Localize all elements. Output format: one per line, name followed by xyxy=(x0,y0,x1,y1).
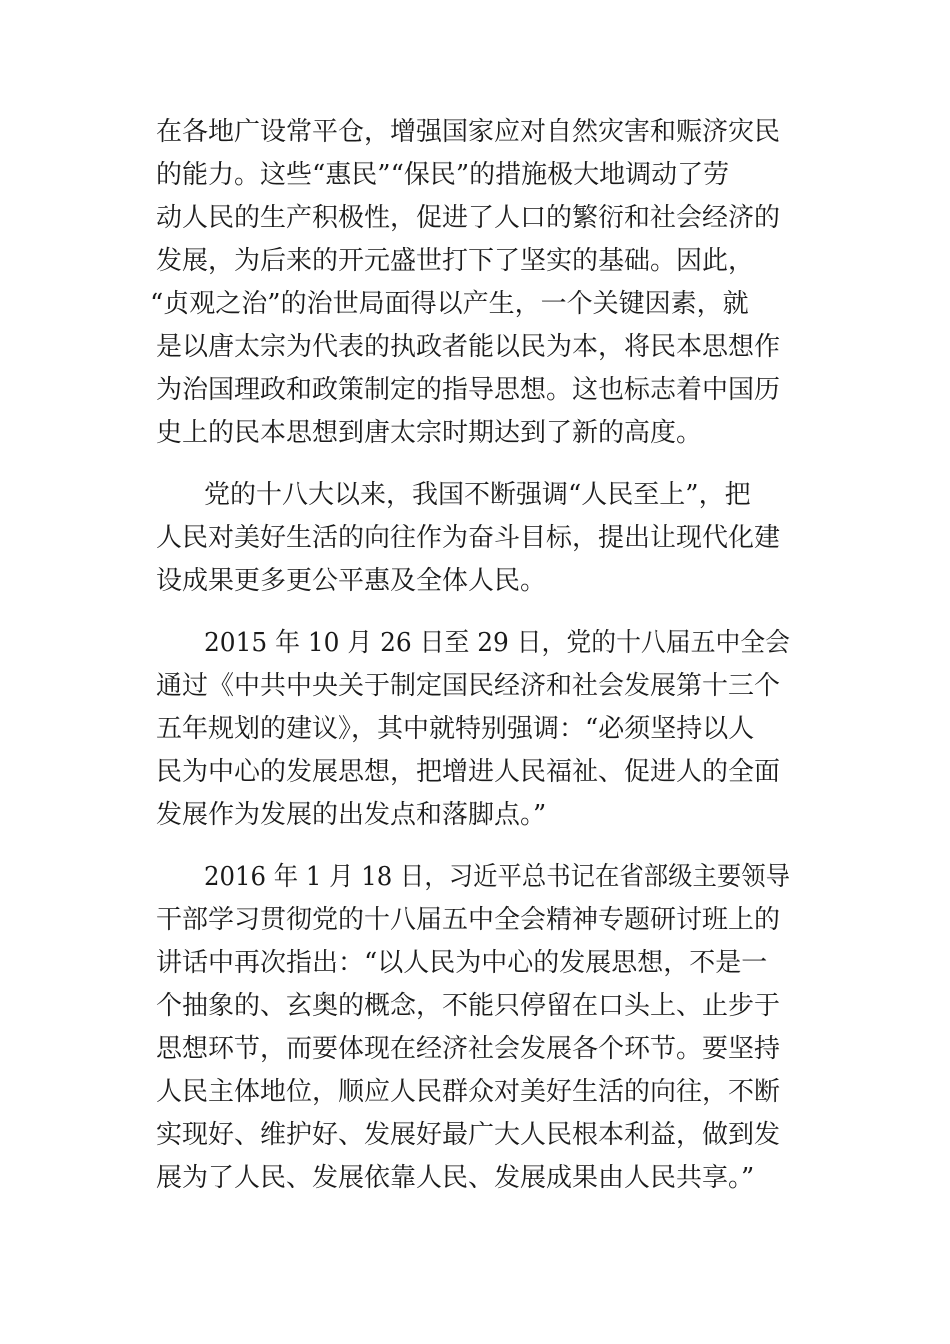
line-text: 人民对美好生活的向往作为奋斗目标，提出让现代化建 xyxy=(156,523,781,553)
line-text: 展为了人民、发展依靠人民、发展成果由人民共享。” xyxy=(156,1163,755,1193)
line-text: 思想环节，而要体现在经济社会发展各个环节。要坚持 xyxy=(156,1034,781,1064)
line-text: 的能力。这些“惠民”“保民”的措施极大地调动了劳 xyxy=(156,160,730,190)
line-text: 2016 年 1 月 18 日，习近平总书记在省部级主要领导 xyxy=(204,862,790,892)
line-text: 2015 年 10 月 26 日至 29 日，党的十八届五中全会 xyxy=(204,628,790,658)
line-text: “贞观之治”的治世局面得以产生，一个关键因素，就 xyxy=(150,289,749,319)
line-text: 人民主体地位，顺应人民群众对美好生活的向往，不断 xyxy=(156,1077,781,1107)
line-text: 讲话中再次指出：“以人民为中心的发展思想，不是一 xyxy=(156,948,768,978)
line-text: 为治国理政和政策制定的指导思想。这也标志着中国历 xyxy=(156,375,781,405)
line-text: 在各地广设常平仓，增强国家应对自然灾害和赈济灾民 xyxy=(156,117,781,147)
line-text: 设成果更多更公平惠及全体人民。 xyxy=(156,566,547,596)
line-text: 发展，为后来的开元盛世打下了坚实的基础。因此， xyxy=(156,246,755,276)
line-text: 是以唐太宗为代表的执政者能以民为本，将民本思想作 xyxy=(156,332,781,362)
line-text: 史上的民本思想到唐太宗时期达到了新的高度。 xyxy=(156,418,703,448)
line-text: 民为中心的发展思想，把增进人民福祉、促进人的全面 xyxy=(156,757,781,787)
line-text: 五年规划的建议》，其中就特别强调：“必须坚持以人 xyxy=(156,714,755,744)
line-text: 实现好、维护好、发展好最广大人民根本利益，做到发 xyxy=(156,1120,781,1150)
line-text: 通过《中共中央关于制定国民经济和社会发展第十三个 xyxy=(156,671,781,701)
line-text: 个抽象的、玄奥的概念，不能只停留在口头上、止步于 xyxy=(156,991,781,1021)
line-text: 动人民的生产积极性，促进了人口的繁衍和社会经济的 xyxy=(156,203,781,233)
line-text: 干部学习贯彻党的十八届五中全会精神专题研讨班上的 xyxy=(156,905,781,935)
line-text: 党的十八大以来，我国不断强调“人民至上”，把 xyxy=(204,480,751,510)
line-text: 发展作为发展的出发点和落脚点。” xyxy=(156,800,547,830)
